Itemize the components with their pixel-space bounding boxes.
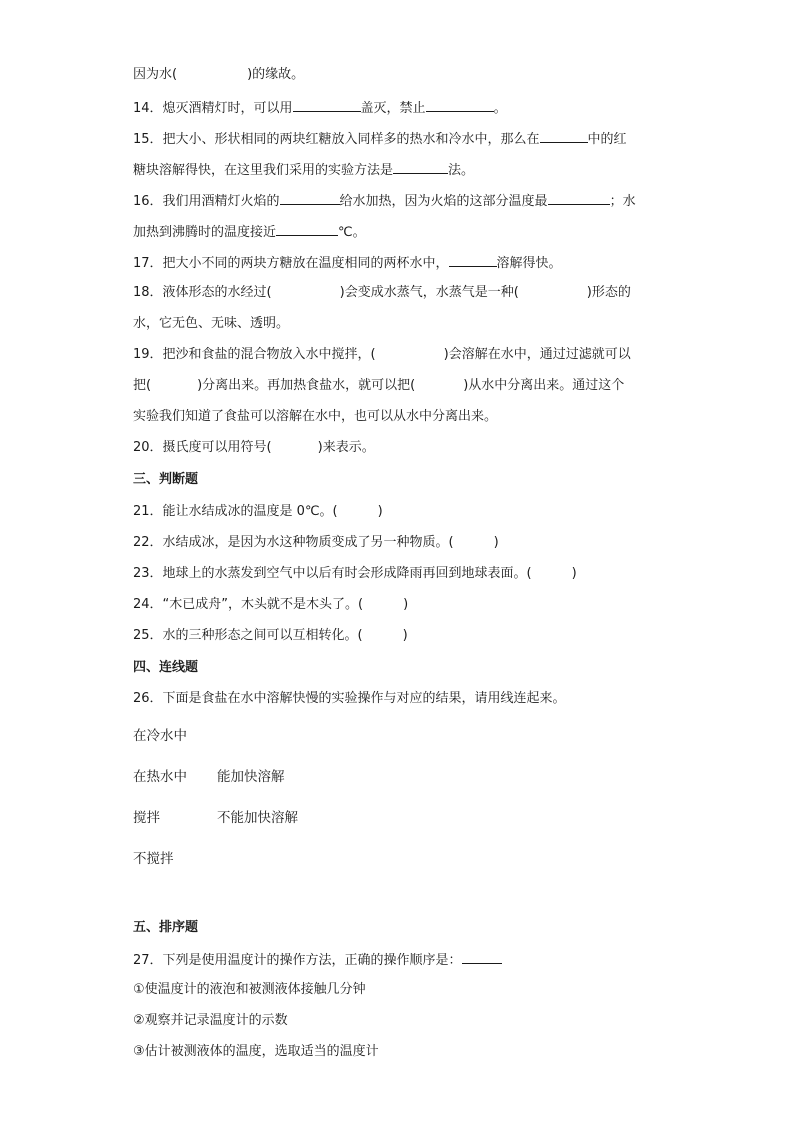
q19-text-a: 19．把沙和食盐的混合物放入水中搅拌，( [133, 347, 376, 362]
judge-item-25 [133, 627, 408, 645]
q27-prompt: 27．下列是使用温度计的操作方法，正确的操作顺序是： [133, 953, 462, 968]
q20-text-a: 20．摄氏度可以用符号( [133, 440, 272, 455]
q13-line [133, 66, 304, 84]
judge-close: ) [571, 566, 577, 581]
judge-item-21 [133, 503, 383, 521]
judge-text: 23．地球上的水蒸发到空气中以后有时会形成降雨再回到地球表面。( [133, 566, 532, 581]
judge-text: 22．水结成冰，是因为水这种物质变成了另一种物质。( [133, 535, 454, 550]
match-result-speeds-up[interactable]: 能加快溶解 [217, 769, 285, 785]
q14-blank-2[interactable] [426, 98, 494, 112]
q17-text-b: 溶解得快。 [496, 256, 562, 271]
judge-close: ) [377, 504, 383, 519]
section-heading-matching: 四、连线题 [133, 660, 199, 675]
judge-item-23 [133, 565, 577, 583]
step-item-3: ③估计被测液体的温度，选取适当的温度计 [133, 1044, 379, 1059]
judge-item-22 [133, 534, 499, 552]
q15-blank-1[interactable] [540, 129, 588, 143]
q17-text-a: 17．把大小不同的两块方糖放在温度相同的两杯水中， [133, 256, 449, 271]
q15-line-1 [133, 129, 627, 149]
q13-text-a: 因为水( [133, 67, 178, 82]
q14-text-c: 。 [493, 101, 507, 116]
q20-text-b: )来表示。 [317, 440, 375, 455]
q26-prompt: 26．下面是食盐在水中溶解快慢的实验操作与对应的结果，请用线连起来。 [133, 691, 566, 706]
match-result-no-speedup[interactable]: 不能加快溶解 [217, 810, 298, 826]
q18-text-a: 18．液体形态的水经过( [133, 285, 272, 300]
q15-line-2 [133, 160, 474, 180]
match-op-hot-water[interactable]: 在热水中 [133, 769, 187, 785]
q16-text-e: ℃。 [338, 225, 366, 240]
q16-line-2 [133, 222, 366, 242]
q17-line [133, 253, 562, 273]
q27-answer-blank[interactable] [462, 950, 502, 964]
q16-blank-2[interactable] [548, 191, 610, 205]
q18-text-c: )形态的 [586, 285, 631, 300]
q18-line-1 [133, 284, 631, 302]
match-op-no-stir[interactable]: 不搅拌 [133, 851, 174, 867]
match-op-cold-water[interactable]: 在冷水中 [133, 728, 187, 744]
q19-text-d: )分离出来。再加热食盐水，就可以把( [197, 378, 416, 393]
q19-line-1 [133, 346, 631, 364]
q15-text-b: 中的红 [587, 132, 627, 147]
q14-text-a: 14．熄灭酒精灯时，可以用 [133, 101, 293, 116]
q15-text-a: 15．把大小、形状相同的两块红糖放入同样多的热水和冷水中，那么在 [133, 132, 540, 147]
q15-blank-2[interactable] [393, 160, 448, 174]
judge-text: 21．能让水结成冰的温度是 0℃。( [133, 504, 338, 519]
q16-blank-3[interactable] [276, 222, 338, 236]
q16-text-c: ；水 [609, 194, 636, 209]
q16-blank-1[interactable] [280, 191, 340, 205]
q16-text-b: 给水加热，因为火焰的这部分温度最 [339, 194, 548, 209]
q19-text-f: 实验我们知道了食盐可以溶解在水中，也可以从水中分离出来。 [133, 409, 498, 424]
q17-blank[interactable] [449, 253, 497, 267]
judge-item-24 [133, 596, 408, 614]
judge-text: 25．水的三种形态之间可以互相转化。( [133, 628, 363, 643]
q19-text-b: )会溶解在水中，通过过滤就可以 [443, 347, 631, 362]
step-item-1: ①使温度计的液泡和被测液体接触几分钟 [133, 982, 366, 997]
q19-line-3 [133, 408, 497, 426]
q19-text-c: 把( [133, 378, 152, 393]
q19-text-e: )从水中分离出来。通过这个 [463, 378, 625, 393]
q18-text-d: 水，它无色、无味、透明。 [133, 316, 290, 331]
q19-line-2 [133, 377, 624, 395]
q16-line-1 [133, 191, 636, 211]
q18-text-b: )会变成水蒸气，水蒸气是一种( [339, 285, 519, 300]
section-heading-ordering: 五、排序题 [133, 920, 199, 935]
q27-line [133, 950, 502, 970]
q20-line [133, 439, 375, 457]
q16-text-a: 16．我们用酒精灯火焰的 [133, 194, 280, 209]
step-item-2: ②观察并记录温度计的示数 [133, 1013, 288, 1028]
q15-text-c: 糖块溶解得快，在这里我们采用的实验方法是 [133, 163, 394, 178]
q14-blank-1[interactable] [293, 98, 361, 112]
judge-close: ) [403, 597, 409, 612]
q16-text-d: 加热到沸腾时的温度接近 [133, 225, 277, 240]
judge-close: ) [402, 628, 408, 643]
match-op-stir[interactable]: 搅拌 [133, 810, 160, 826]
q15-text-d: 法。 [448, 163, 475, 178]
q18-line-2 [133, 315, 289, 333]
judge-close: ) [493, 535, 499, 550]
section-heading-judge: 三、判断题 [133, 472, 199, 487]
q14-text-b: 盖灭，禁止 [360, 101, 426, 116]
judge-text: 24．“木已成舟”，木头就不是木头了。( [133, 597, 364, 612]
q14-line [133, 98, 507, 118]
q13-text-b: )的缘故。 [247, 67, 305, 82]
